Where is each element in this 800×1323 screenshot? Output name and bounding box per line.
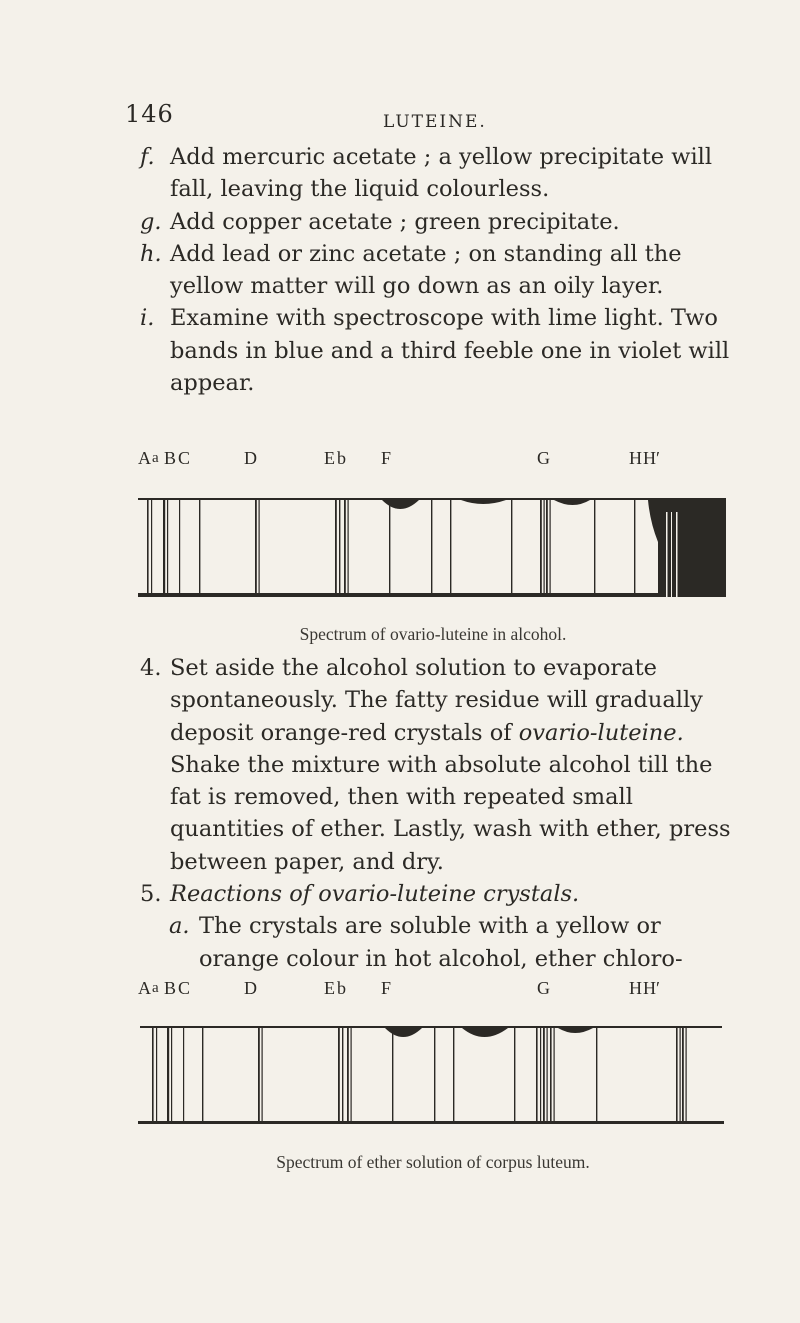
step-label: a. <box>169 913 190 940</box>
line-label: G <box>537 448 550 468</box>
step-text: The crystals are soluble with a yellow or orange colour in hot alcohol, ether chloro- <box>199 913 683 972</box>
line-label: A <box>138 978 151 998</box>
line-label: H <box>629 448 642 468</box>
step-5a <box>140 910 740 975</box>
line-label: H <box>629 978 642 998</box>
line-label: E <box>324 978 335 998</box>
step-i <box>140 302 740 399</box>
step-h <box>140 238 740 303</box>
step-label: i. <box>140 305 155 332</box>
line-label: F <box>381 978 392 998</box>
step-label: h. <box>140 240 162 267</box>
figure-caption: Spectrum of ether solution of corpus luteum. <box>276 1152 590 1172</box>
line-label: C <box>178 448 191 468</box>
line-label: H′ <box>643 448 660 468</box>
line-label: E <box>324 448 335 468</box>
spectrum-drawing <box>138 1002 728 1132</box>
step-label: f. <box>140 144 155 170</box>
line-label: b <box>337 448 346 468</box>
spectrum-drawing <box>138 472 728 602</box>
spectrum-figure-ether <box>138 978 728 1172</box>
line-label: B <box>164 978 177 998</box>
page-number: 146 <box>125 100 174 128</box>
step-text: Shake the mixture with absolute alcohol till the fat is removed, then with repeated small quantities of ether. Lastly, wash with ether, press between paper, and dry. <box>170 751 731 875</box>
line-label: a <box>152 450 159 466</box>
steps-top <box>140 141 740 399</box>
spectrum-line-labels <box>138 448 728 472</box>
line-label: D <box>244 978 257 998</box>
figure-caption: Spectrum of ovario-luteine in alcohol. <box>299 624 567 644</box>
step-text-italic: ovario-luteine. <box>518 719 684 746</box>
step-label: 4. <box>140 655 162 681</box>
step-text: Examine with spectroscope with lime light. Two bands in blue and a third feeble one in violet will appear. <box>170 305 730 397</box>
step-label: g. <box>140 208 162 235</box>
spectrum-line-labels <box>138 978 728 1002</box>
line-label: F <box>381 448 392 468</box>
running-title: LUTEINE. <box>383 112 487 132</box>
step-f <box>140 141 740 206</box>
step-g <box>140 206 740 238</box>
step-text: Add copper acetate ; green precipitate. <box>170 208 620 235</box>
line-label: H′ <box>643 978 660 998</box>
step-label: 5. <box>140 881 162 908</box>
line-label: D <box>244 448 257 468</box>
line-label: B <box>164 448 177 468</box>
line-label: a <box>152 980 159 996</box>
line-label: C <box>178 978 191 998</box>
line-label: b <box>337 978 346 998</box>
step-text: Add lead or zinc acetate ; on standing all the yellow matter will go down as an oily layer. <box>170 240 682 300</box>
step-text: Set aside the alcohol solution to evaporate spontaneously. The fatty residue will gradually deposit orange-red crystals of <box>170 655 703 746</box>
spectrum-figure-alcohol <box>138 448 728 644</box>
step-text: Add mercuric acetate ; a yellow precipitate will fall, leaving the liquid colourless. <box>170 144 713 203</box>
section-heading: Reactions of ovario-luteine crystals. <box>170 881 580 908</box>
line-label: G <box>537 978 550 998</box>
step-4 <box>140 652 740 878</box>
steps-middle <box>140 652 740 975</box>
line-label: A <box>138 448 151 468</box>
step-5 <box>140 878 740 910</box>
